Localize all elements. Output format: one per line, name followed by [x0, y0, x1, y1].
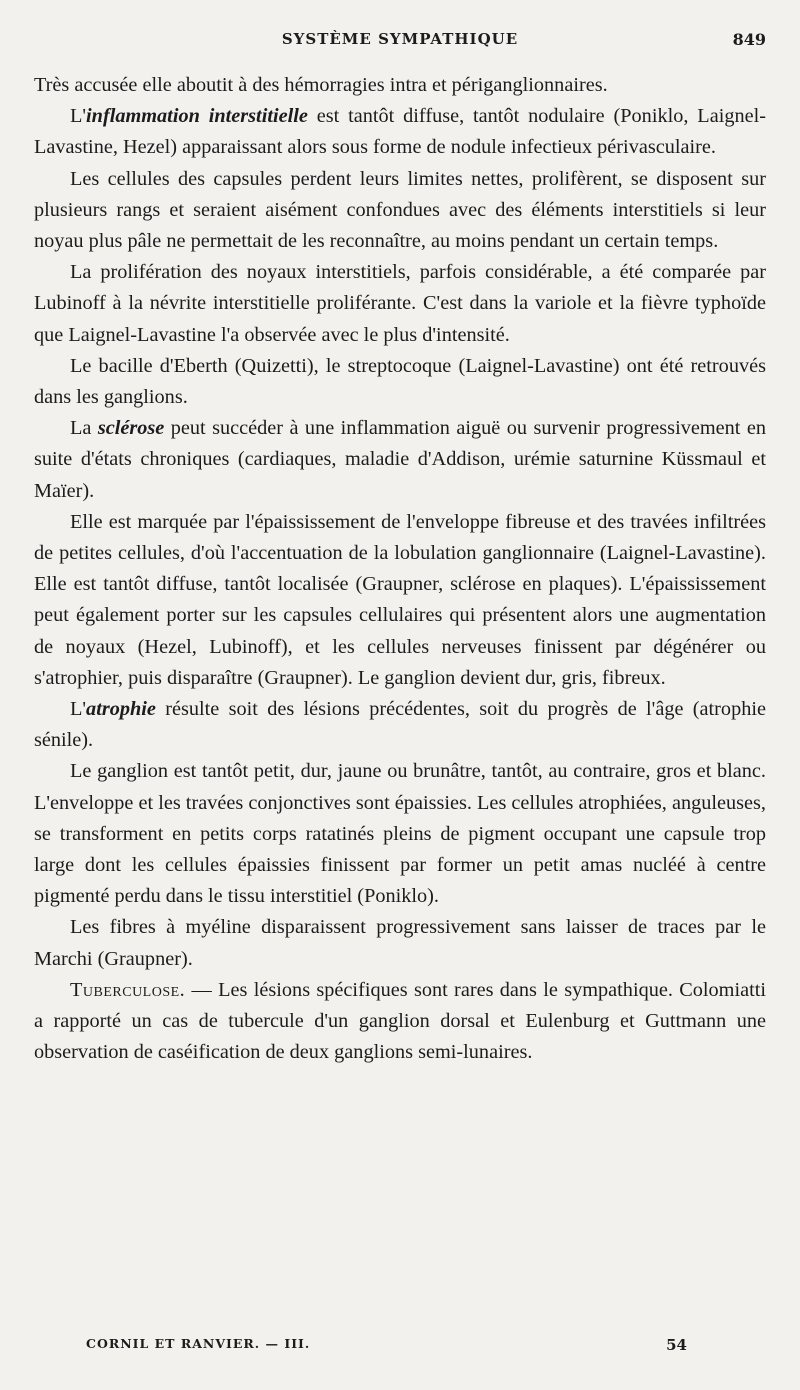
- page-body: [34, 70, 766, 1069]
- paragraph-5: Le bacille d'Eberth (Quizetti), le streptocoque (Laignel-Lavastine) ont été retrouvés dans les ganglions.: [34, 354, 766, 409]
- section-heading-tuberculose: Tuberculose.: [70, 978, 186, 1001]
- term-atrophie: atrophie: [86, 698, 156, 721]
- sheet-number: 54: [666, 1336, 687, 1354]
- running-title: SYSTÈME SYMPATHIQUE: [281, 30, 519, 48]
- signature-mark: CORNIL ET RANVIER. — III.: [86, 1336, 311, 1351]
- paragraph-3: Les cellules des capsules perdent leurs limites nettes, prolifèrent, se disposent sur plusieurs rangs et seraient aisément confondues avec des éléments interstitiels si leur noyau plus pâle ne permettait de les reconnaître, au moins pendant un certain temps.: [34, 167, 766, 253]
- paragraph-4: La prolifération des noyaux interstitiels, parfois considérable, a été comparée par Lubinoff à la névrite interstitielle proliférante. C'est dans la variole et la fièvre typhoïde que Laignel-Lavastine l'a observée avec le plus d'intensité.: [34, 261, 766, 346]
- paragraph-1: Très accusée elle aboutit à des hémorragies intra et périganglionnaires.: [34, 74, 608, 96]
- page-footer: [86, 1336, 687, 1358]
- paragraph-11: Tuberculose. — Les lésions spécifiques sont rares dans le sympathique. Colomiatti a rapporté un cas de tubercule d'un ganglion dorsal et Eulenburg et Guttmann une observation de caséification de deux ganglions semi-lunaires.: [34, 978, 766, 1064]
- paragraph-7: Elle est marquée par l'épaississement de l'enveloppe fibreuse et des travées infiltrées de petites cellules, d'où l'accentuation de la lobulation ganglionnaire (Laignel-Lavastine). Elle est tantôt diffuse, tantôt localisée (Graupner, sclérose en plaques). L'épaississement peut également porter sur les capsules cellulaires qui présentent alors une augmentation de noyaux (Hezel, Lubinoff), et les cellules nerveuses finissent par dégénérer ou s'atrophier, puis disparaître (Graupner). Le ganglion devient dur, gris, fibreux.: [34, 510, 766, 689]
- term-inflammation-interstitielle: inflammation interstitielle: [86, 105, 308, 128]
- paragraph-9: Le ganglion est tantôt petit, dur, jaune ou brunâtre, tantôt, au contraire, gros et blanc. L'enveloppe et les travées conjonctives sont épaissies. Les cellules atrophiées, anguleuses, se transforment en petits corps ratatinés pleins de pigment occupant une capsule trop large dont les cellules épaissies finissent par former un petit amas nucléé à centre pigmenté perdu dans le tissu interstitiel (Poniklo).: [34, 760, 766, 908]
- term-sclerose: sclérose: [97, 417, 165, 440]
- paragraph-6: La sclérose peut succéder à une inflammation aiguë ou survenir progressivement en suite d'états chroniques (cardiaques, maladie d'Addison, urémie saturnine Küssmaul et Maïer).: [34, 417, 766, 502]
- paragraph-8: L'atrophie résulte soit des lésions précédentes, soit du progrès de l'âge (atrophie sénile).: [34, 698, 766, 752]
- page-number: 849: [732, 30, 766, 49]
- paragraph-2: L'inflammation interstitielle est tantôt diffuse, tantôt nodulaire (Poniklo, Laignel-Lavastine, Hezel) apparaissant alors sous forme de nodule infectieux périvasculaire.: [34, 105, 766, 159]
- page-header: [34, 30, 766, 54]
- paragraph-10: Les fibres à myéline disparaissent progressivement sans laisser de traces par le Marchi (Graupner).: [34, 916, 766, 970]
